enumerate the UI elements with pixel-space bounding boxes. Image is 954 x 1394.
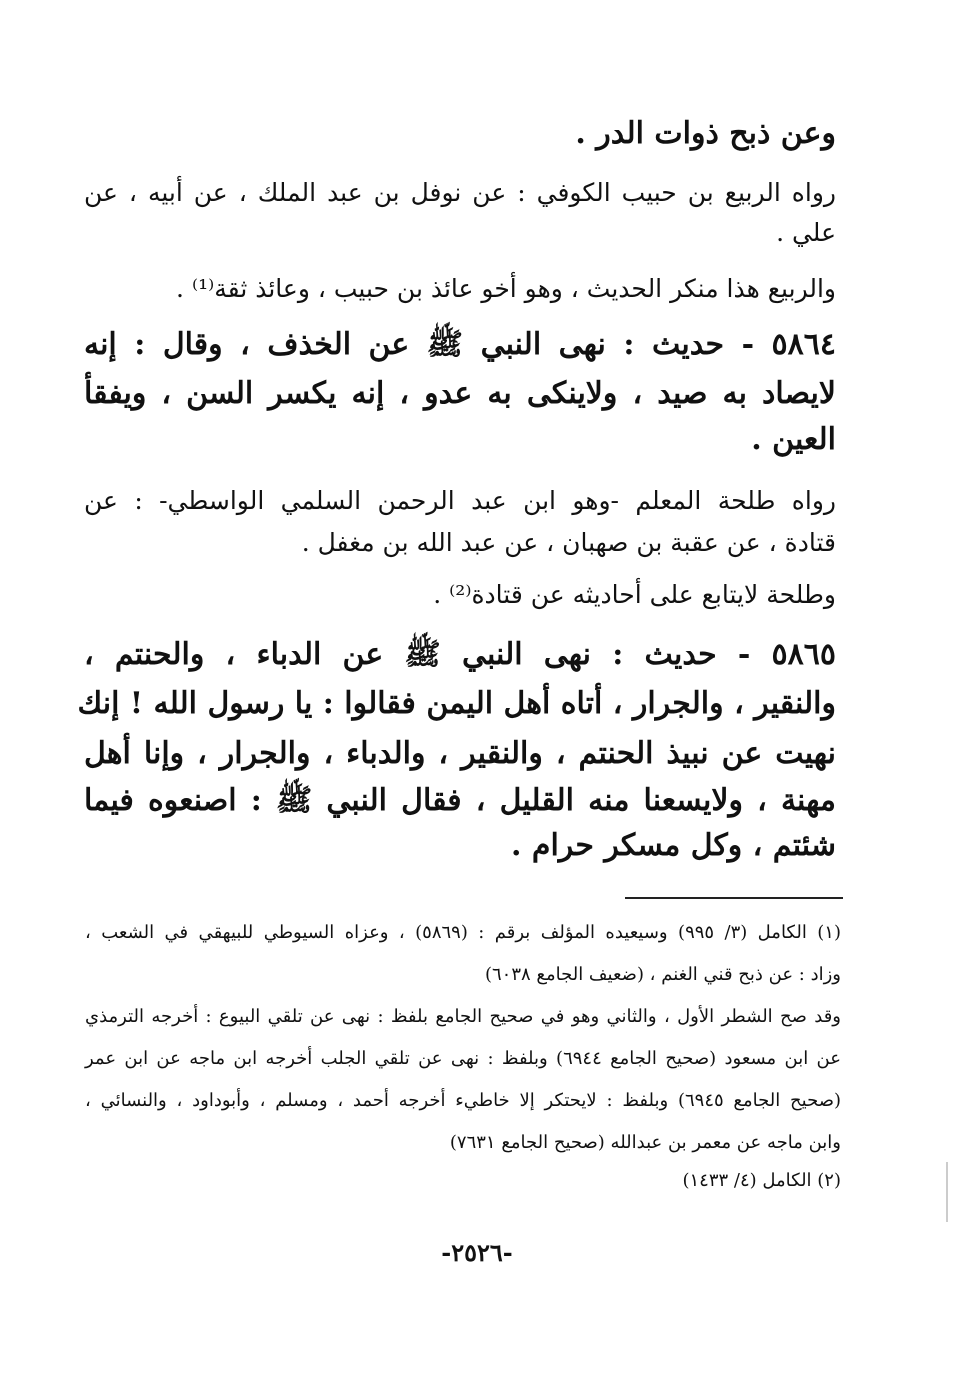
page-number: -٢٥٢٦-: [441, 1238, 513, 1267]
commentary-line: والربيع هذا منكر الحديث ، وهو أخو عائذ بن حبيب ، وعائذ ثقة⁽¹⁾ .: [176, 274, 836, 303]
footnote-line: وزاد : عن ذبح قني الغنم ، (ضعيف الجامع ٦٠٣٨): [484, 964, 841, 985]
footnote-line: (صحيح الجامع ٦٩٤٥) وبلفظ : لايحتكر إلا خاطيء أخرجه أحمد ، ومسلم ، وأبوداود ، والنسائي ،: [85, 1090, 841, 1111]
footnote-separator: [625, 897, 843, 899]
hadith-heading-5864: ٥٨٦٤ - حديث : نهى النبي ﷺ عن الخذف ، وقال : إنه: [84, 327, 836, 362]
commentary-line: وطلحة لايتابع على أحاديثه عن قتادة⁽²⁾ .: [433, 580, 836, 609]
scan-artifact: [946, 1162, 948, 1222]
narration-line: علي .: [776, 218, 836, 247]
hadith-text-line: شئتم ، وكل مسكر حرام .: [510, 828, 836, 863]
hadith-text-line: مهنة ، ولايسعنا منه القليل ، فقال النبي ﷺ : اصنعوه فيما: [84, 783, 836, 818]
hadith-continuation-line: وعن ذبح ذوات الدر .: [575, 116, 836, 151]
footnote-line: وقد صح الشطر الأول ، والثاني وهو في صحيح الجامع بلفظ : نهى عن تلقي البيوع : أخرجه الترمذي: [85, 1006, 841, 1027]
hadith-text-line: العين .: [751, 422, 836, 457]
hadith-text-line: والنقير ، والجرار ، أتاه أهل اليمن فقالوا : يا رسول الله ! إنك: [77, 686, 836, 721]
footnote-line: (١) الكامل (٣/ ٩٩٥) وسيعيده المؤلف برقم : (٥٨٦٩) ، وعزاه السيوطي للبيهقي في الشعب ،: [85, 922, 841, 943]
hadith-heading-5865: ٥٨٦٥ - حديث : نهى النبي ﷺ عن الدباء ، والحنتم ،: [84, 637, 836, 672]
narration-line: قتادة ، عن عقبة بن صهبان ، عن عبد الله بن مغفل .: [301, 528, 836, 557]
hadith-text-line: لايصاد به صيد ، ولاينكى به عدو ، إنه يكسر السن ، ويفقأ: [84, 376, 836, 411]
narration-line: رواه طلحة المعلم -وهو ابن عبد الرحمن السلمي الواسطي- : عن: [84, 486, 836, 515]
narration-line: رواه الربيع بن حبيب الكوفي : عن نوفل بن عبد الملك ، عن أبيه ، عن: [84, 178, 836, 207]
footnote-line: وابن ماجه عن معمر بن عبدالله (صحيح الجامع ٧٦٣١): [449, 1132, 841, 1153]
footnote-line: (٢) الكامل (٤/ ١٤٣٣): [682, 1170, 841, 1191]
footnote-line: عن ابن مسعود (صحيح الجامع ٦٩٤٤) وبلفظ : نهى عن تلقي الجلب أخرجه ابن ماجه عن ابن عمر: [85, 1048, 842, 1069]
hadith-text-line: نهيت عن نبيذ الحنتم ، والنقير ، والدباء ، والجرار ، وإنا أهل: [84, 736, 836, 771]
